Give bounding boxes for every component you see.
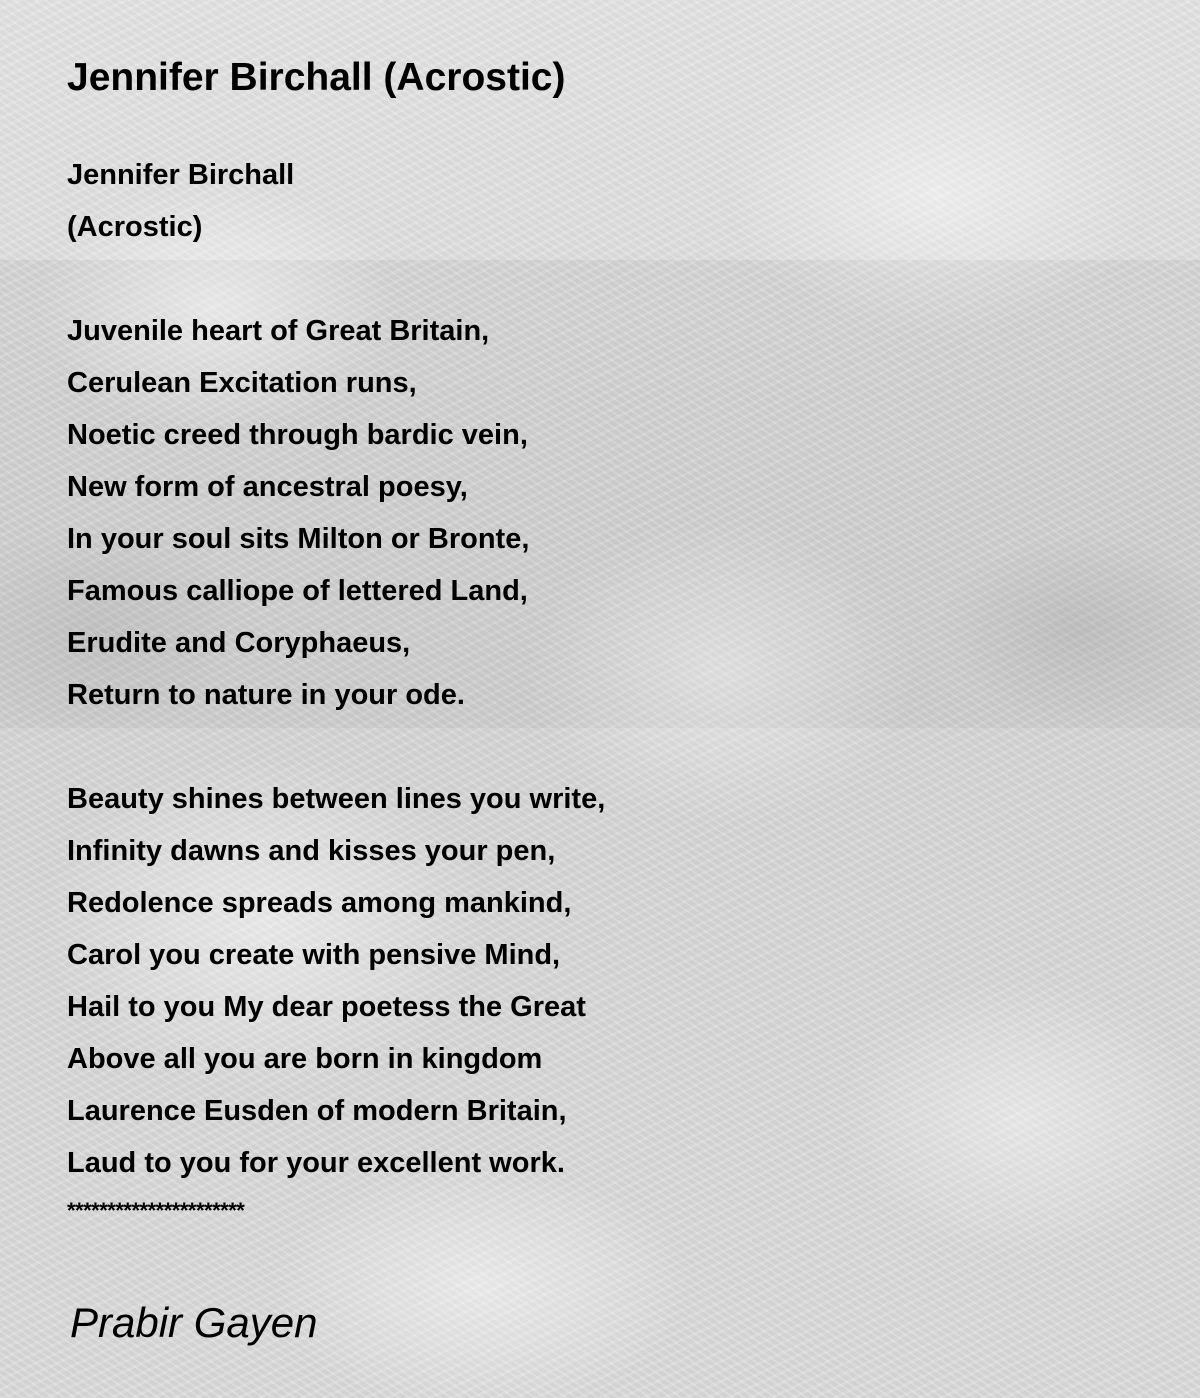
poem-line: In your soul sits Milton or Bronte, [67,523,530,555]
poem-line: Infinity dawns and kisses your pen, [67,835,556,867]
poem-line: Erudite and Coryphaeus, [67,627,411,659]
poem-heading-line: Jennifer Birchall [67,159,295,191]
poem-line: Laud to you for your excellent work. [67,1147,565,1179]
poem-title: Jennifer Birchall (Acrostic) [67,56,566,99]
poem-line: Redolence spreads among mankind, [67,887,572,919]
poem-line: Hail to you My dear poetess the Great [67,991,586,1023]
poem-stanza-2 [67,773,605,1189]
poem-heading-block [67,149,294,253]
poem-line: Cerulean Excitation runs, [67,367,417,399]
poem-line: Carol you create with pensive Mind, [67,939,561,971]
poem-line: Juvenile heart of Great Britain, [67,315,490,347]
poem-line: Noetic creed through bardic vein, [67,419,528,451]
poem-line: New form of ancestral poesy, [67,471,468,503]
poem-author: Prabir Gayen [70,1299,318,1346]
poem-line: Above all you are born in kingdom [67,1043,543,1075]
poem-line: Return to nature in your ode. [67,679,465,711]
poem-line: Laurence Eusden of modern Britain, [67,1095,567,1127]
poem-line: Famous calliope of lettered Land, [67,575,528,607]
poem-stanza-1 [67,305,529,721]
poem-separator: ********************** [67,1198,245,1223]
poem-line: Beauty shines between lines you write, [67,783,606,815]
poem-heading-line: (Acrostic) [67,211,203,243]
